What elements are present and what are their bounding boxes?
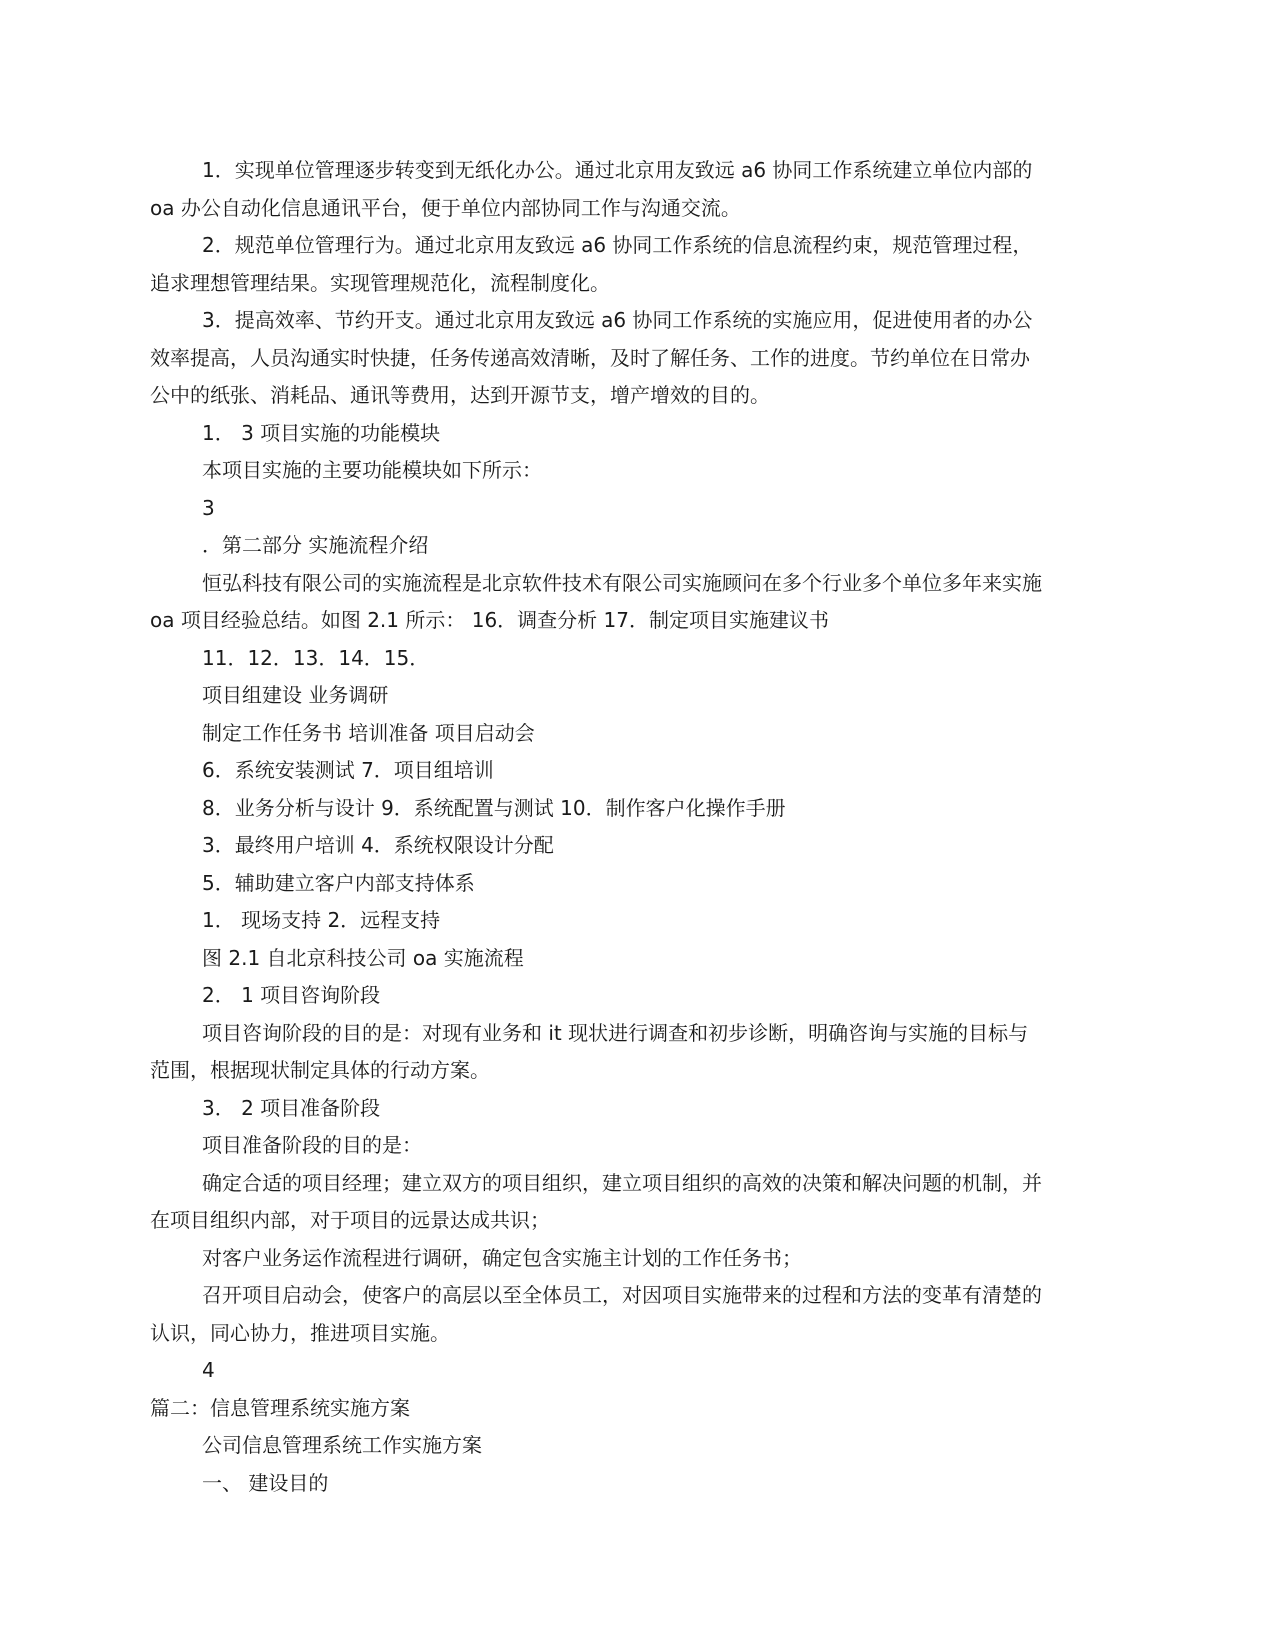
text-line: 2． 1 项目咨询阶段: [202, 983, 381, 1007]
text-line: 5．辅助建立客户内部支持体系: [202, 870, 475, 895]
text-line: 1． 现场支持 2．远程支持: [202, 908, 441, 932]
text-line: 本项目实施的主要功能模块如下所示：: [202, 458, 542, 482]
document-body: [150, 152, 1130, 1502]
text-line: 召开项目启动会，使客户的高层以至全体员工，对因项目实施带来的过程和方法的变革有清楚的: [202, 1283, 1042, 1307]
text-line: 追求理想管理结果。实现管理规范化，流程制度化。: [150, 270, 610, 295]
text-line: 制定工作任务书 培训准备 项目启动会: [202, 720, 535, 745]
text-line: 恒弘科技有限公司的实施流程是北京软件技术有限公司实施顾问在多个行业多个单位多年来实施: [202, 570, 1042, 595]
text-line: ．第二部分 实施流程介绍: [202, 533, 429, 557]
text-line: 4: [202, 1358, 215, 1382]
text-line: 6．系统安装测试 7．项目组培训: [202, 758, 494, 782]
text-line: 在项目组织内部，对于项目的远景达成共识；: [150, 1208, 550, 1232]
text-line: 一、 建设目的: [202, 1470, 329, 1495]
text-line: 项目组建设 业务调研: [202, 683, 389, 707]
text-line: 3． 2 项目准备阶段: [202, 1095, 381, 1120]
text-line: 范围，根据现状制定具体的行动方案。: [150, 1058, 490, 1082]
text-line: 1． 3 项目实施的功能模块: [202, 420, 441, 445]
text-line: 8．业务分析与设计 9．系统配置与测试 10．制作客户化操作手册: [202, 795, 786, 820]
text-line: 公中的纸张、消耗品、通讯等费用，达到开源节支，增产增效的目的。: [150, 383, 770, 407]
text-line: 3: [202, 495, 215, 520]
text-line: oa 办公自动化信息通讯平台，便于单位内部协同工作与沟通交流。: [150, 195, 741, 220]
text-line: 公司信息管理系统工作实施方案: [202, 1433, 482, 1457]
text-line: 认识，同心协力，推进项目实施。: [150, 1320, 450, 1345]
text-line: 篇二：信息管理系统实施方案: [150, 1395, 410, 1420]
text-line: 3．最终用户培训 4．系统权限设计分配: [202, 833, 554, 857]
text-line: 图 2.1 自北京科技公司 oa 实施流程: [202, 945, 524, 970]
text-line: oa 项目经验总结。如图 2.1 所示： 16．调查分析 17．制定项目实施建议书: [150, 608, 829, 632]
text-line: 1．实现单位管理逐步转变到无纸化办公。通过北京用友致远 a6 协同工作系统建立单位内部的: [202, 158, 1033, 182]
text-line: 对客户业务运作流程进行调研，确定包含实施主计划的工作任务书；: [202, 1245, 802, 1270]
text-line: 效率提高，人员沟通实时快捷，任务传递高效清晰，及时了解任务、工作的进度。节约单位在日常办: [150, 345, 1030, 370]
text-line: 11．12．13．14．15．: [202, 645, 430, 670]
text-line: 确定合适的项目经理；建立双方的项目组织，建立项目组织的高效的决策和解决问题的机制，并: [202, 1170, 1042, 1195]
text-line: 项目准备阶段的目的是：: [202, 1133, 422, 1157]
text-line: 2．规范单位管理行为。通过北京用友致远 a6 协同工作系统的信息流程约束，规范管理过程，: [202, 233, 1033, 257]
text-line: 3．提高效率、节约开支。通过北京用友致远 a6 协同工作系统的实施应用，促进使用者的办公: [202, 308, 1033, 332]
text-line: 项目咨询阶段的目的是：对现有业务和 it 现状进行调查和初步诊断，明确咨询与实施的目标与: [202, 1020, 1029, 1045]
